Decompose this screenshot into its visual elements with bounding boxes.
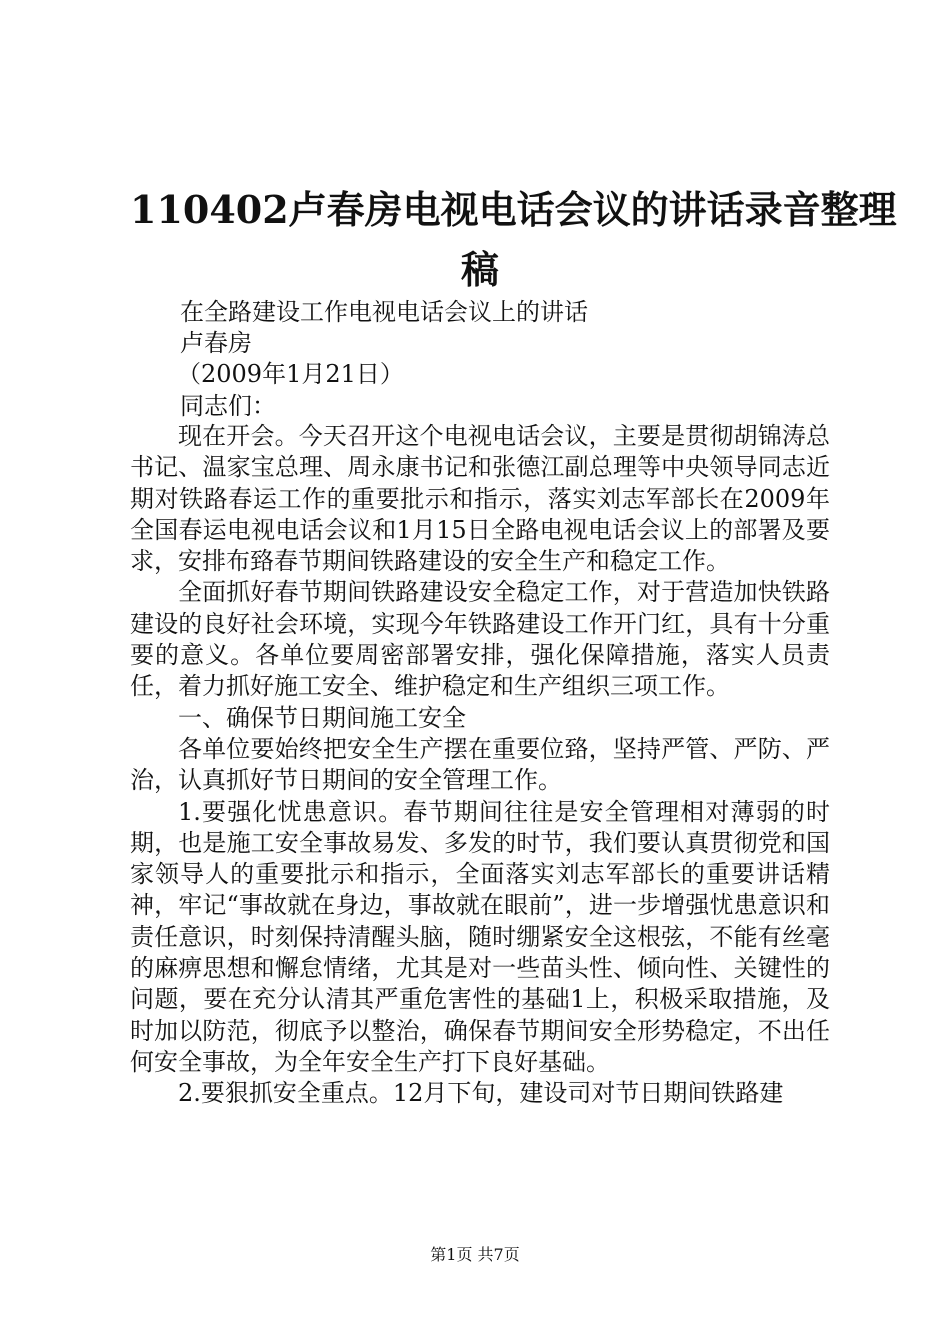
section-heading: 一、确保节日期间施工安全 [178,703,466,732]
paragraph: 2.要狠抓安全重点。12月下旬，建设司对节日期间铁路建 [178,1079,784,1108]
paragraph: 现在开会。今天召开这个电视电话会议，主要是贯彻胡锦涛总书记、温家宝总理、周永康书记和张德江副总理等中央领导同志近期对铁路春运工作的重要批示和指示，落实刘志军部长在2009年全国春运电视电话会议和1月15日全路电视电话会议上的部署及要求，安排布臵春节期间铁路建设的安全生产和稳定工作。 [130,422,830,576]
document-body [130,421,830,1110]
document-title-line-1: 110402卢春房电视电话会议的讲话录音整理 [130,187,897,232]
paragraph: 全面抓好春节期间铁路建设安全稳定工作，对于营造加快铁路建设的良好社会环境，实现今年铁路建设工作开门红，具有十分重要的意义。各单位要周密部署安排，强化保障措施，落实人员责任，着力抓好施工安全、维护稳定和生产组织三项工作。 [130,578,830,701]
paragraph: 各单位要始终把安全生产摆在重要位臵，坚持严管、严防、严治，认真抓好节日期间的安全管理工作。 [130,734,830,795]
page-footer: 第1页 共7页 [430,1245,520,1264]
speaker-name: 卢春房 [180,329,252,357]
paragraph: 1.要强化忧患意识。春节期间往往是安全管理相对薄弱的时期，也是施工安全事故易发、多发的时节，我们要认真贯彻党和国家领导人的重要批示和指示，全面落实刘志军部长的重要讲话精神，牢记“事故就在身边，事故就在眼前”，进一步增强忧患意识和责任意识，时刻保持清醒头脑，随时绷紧安全这根弦，不能有丝毫的麻痹思想和懈怠情绪，尤其是对一些苗头性、倾向性、关键性的问题，要在充分认清其严重危害性的基础1上，积极采取措施，及时加以防范，彻底予以整治，确保春节期间安全形势稳定，不出任何安全事故，为全年安全生产打下良好基础。 [130,797,830,1076]
speech-subtitle: 在全路建设工作电视电话会议上的讲话 [180,298,588,326]
speech-date: （2009年1月21日） [177,360,404,388]
document-title-line-2: 稿 [460,247,499,292]
salutation: 同志们： [180,392,276,420]
